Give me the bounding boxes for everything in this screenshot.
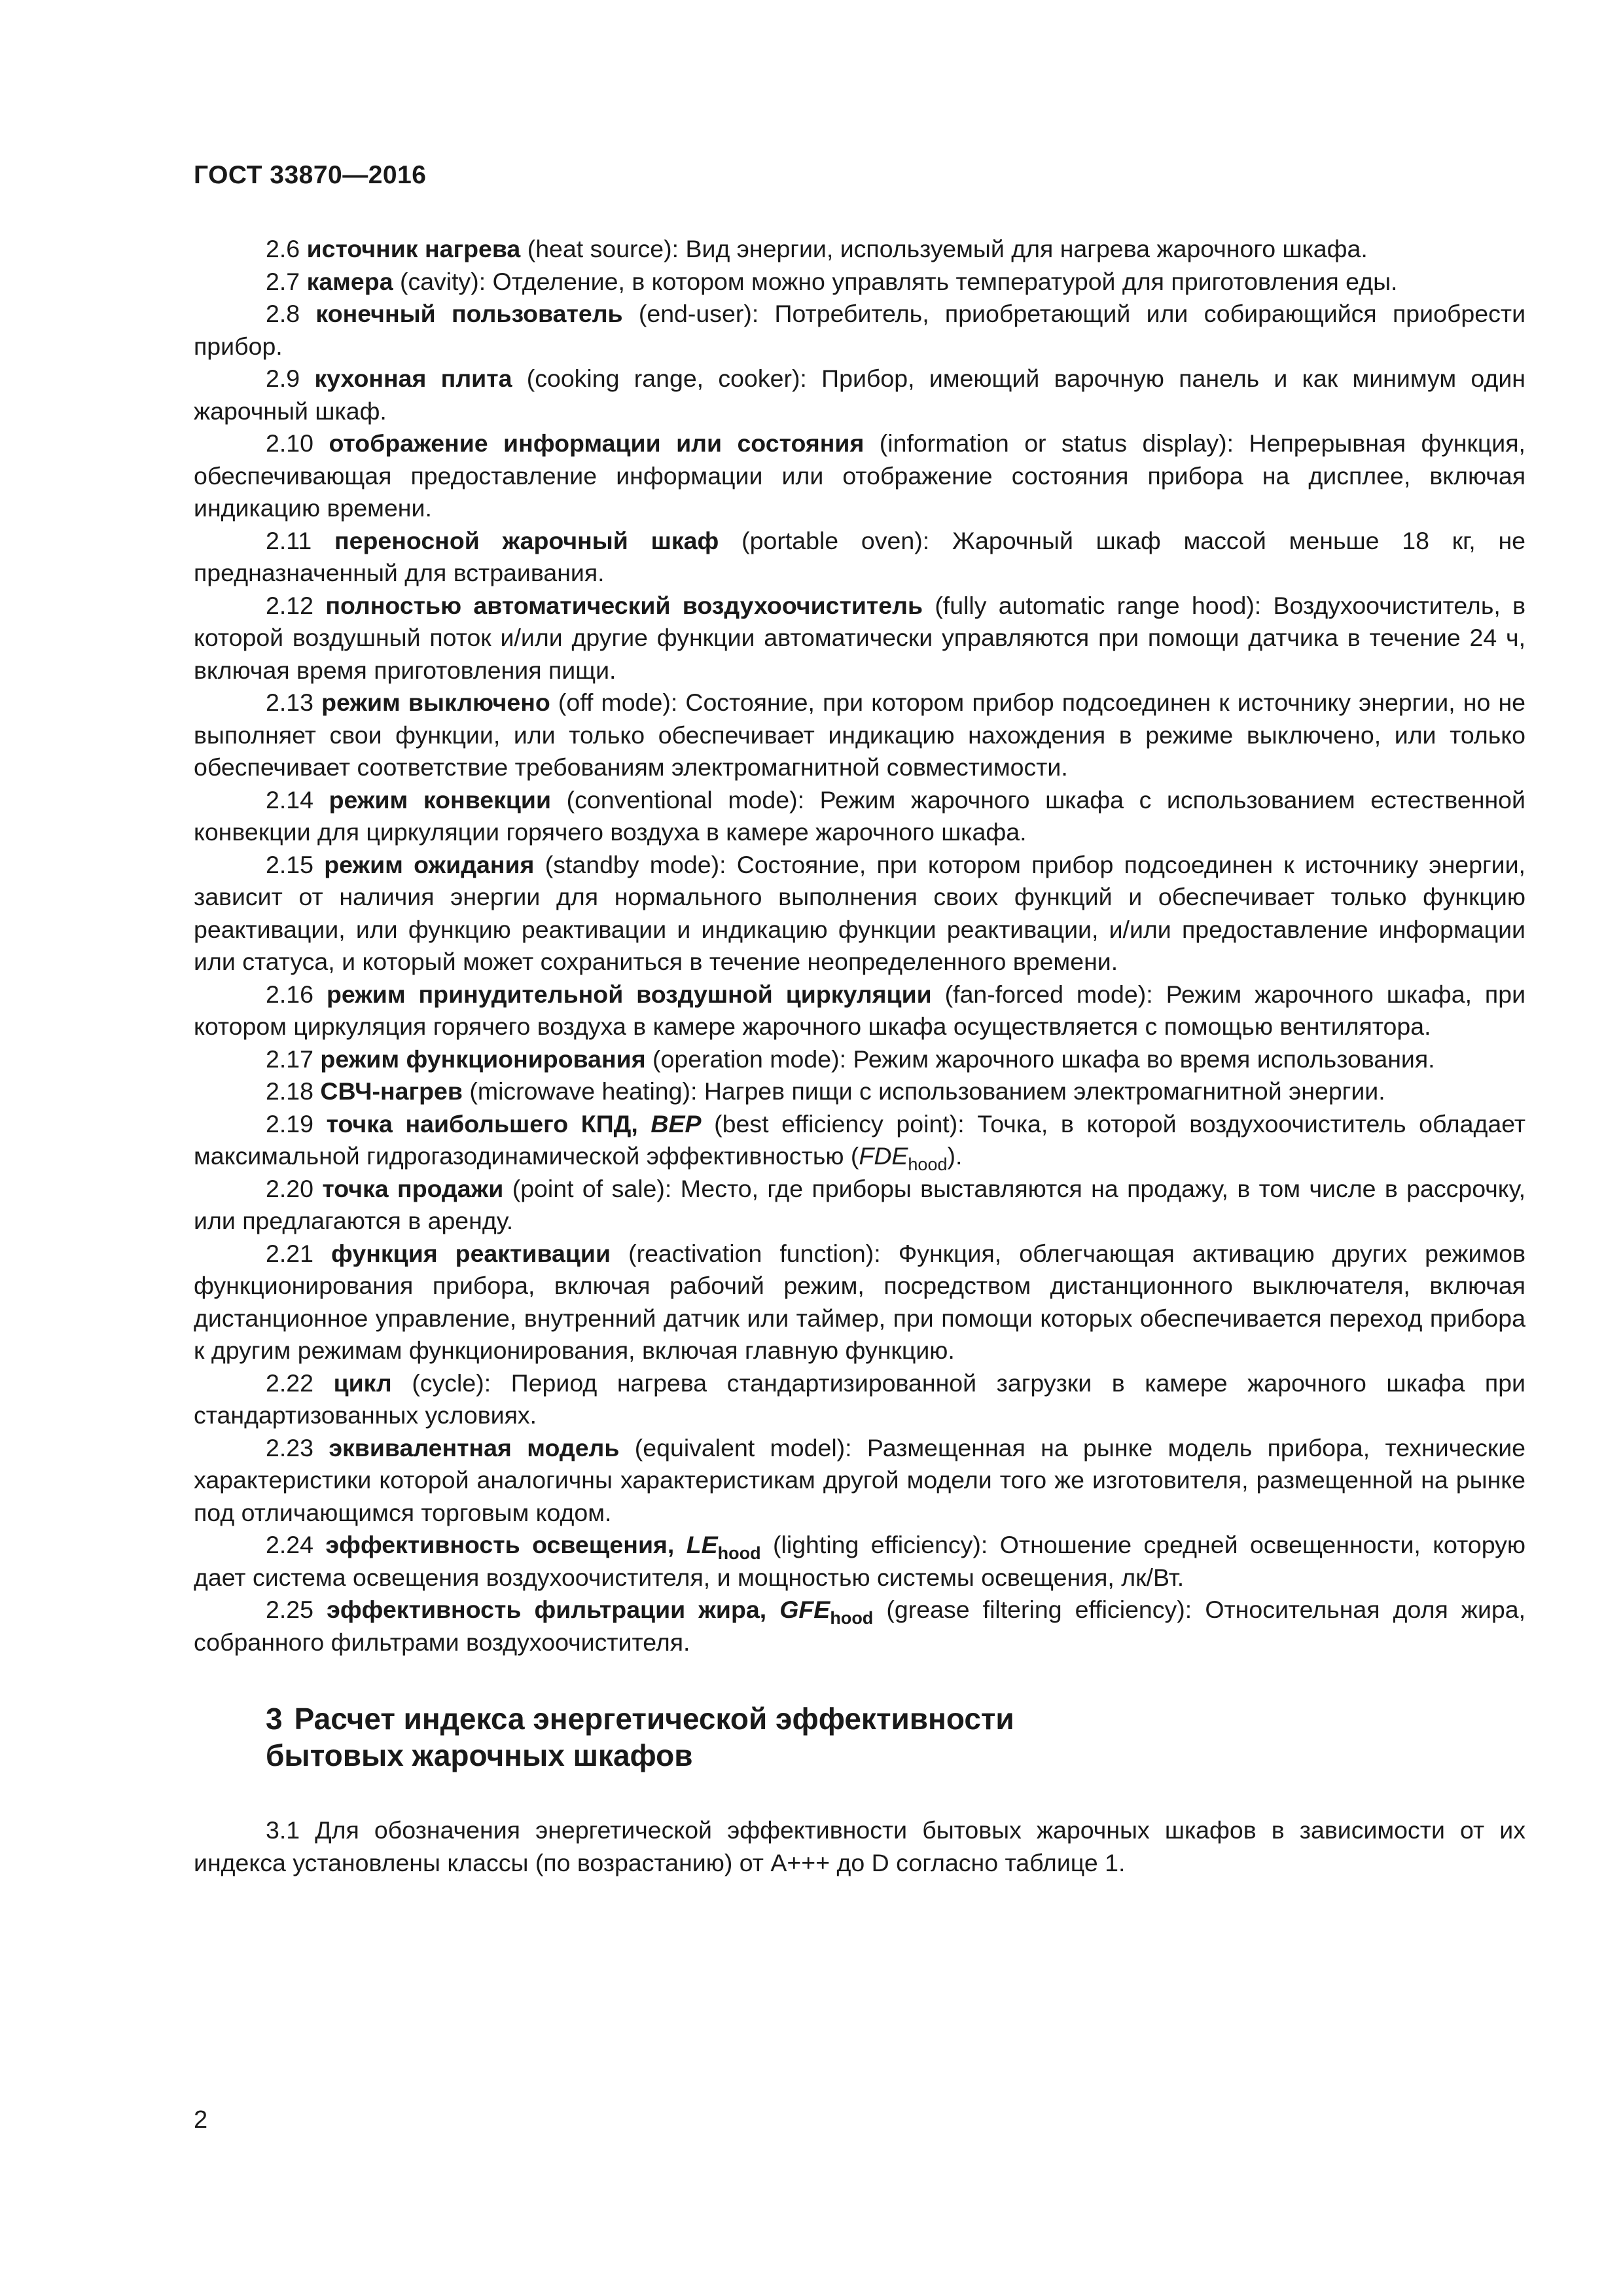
definition-item: 2.13 режим выключено (off mode): Состояние, при котором прибор подсоединен к источнику энергии, но не выполняет свои функции, или только обеспечивает индикацию нахождения в режиме выключено, или только обеспечивает соответствие требованиям электромагнитной совместимости.	[194, 689, 1526, 781]
definition-item: 2.18 СВЧ-нагрев (microwave heating): Нагрев пищи с использованием электромагнитной энергии.	[266, 1077, 1385, 1105]
variable: FDE	[859, 1142, 908, 1170]
definition-item: 2.9 кухонная плита (cooking range, cooker): Прибор, имеющий варочную панель и как минимум один жарочный шкаф.	[194, 365, 1525, 425]
term: конечный пользователь	[315, 300, 623, 327]
definition-item: 2.22 цикл (cycle): Период нагрева стандартизированной загрузки в камере жарочного шкафа при стандартизованных условиях.	[194, 1369, 1525, 1429]
page-number: 2	[194, 2106, 208, 2134]
definition-item: 2.21 функция реактивации (reactivation function): Функция, облегчающая активацию других режимов функционирования прибора, включая рабочий режим, посредством дистанционного выключателя, включая дистанционное управление, внутренний датчик или таймер, при помощи которых обеспечивается переход прибора к другим режимам функционирования, включая главную функцию.	[194, 1239, 1526, 1364]
section-number: 3	[266, 1702, 283, 1736]
section-heading	[266, 1700, 1525, 1774]
definition-item: 2.12 полностью автоматический воздухоочиститель (fully automatic range hood): Воздухоочиститель, в которой воздушный поток и/или другие функции автоматически управляются при помощи датчика в течение 24 ч, включая время приготовления пищи.	[194, 591, 1525, 684]
definition-item: 2.14 режим конвекции (conventional mode): Режим жарочного шкафа с использованием естественной конвекции для циркуляции горячего воздуха в камере жарочного шкафа.	[194, 785, 1525, 846]
definition-item: 2.24 эффективность освещения, $LE_{hood}$ (lighting efficiency): Отношение средней освещенности, которую дает система освещения воздухоочистителя, и мощностью системы освещения, лк/Вт.	[194, 1531, 1526, 1591]
term: отображение информации или состояния	[329, 429, 865, 457]
term: эффективность освещения,	[325, 1531, 675, 1558]
term: эквивалентная модель	[329, 1433, 620, 1462]
term: полностью автоматический воздухоочиститель	[325, 591, 923, 619]
term: камера	[306, 267, 393, 295]
definition-item: 2.17 режим функционирования (operation mode): Режим жарочного шкафа во время использования.	[266, 1045, 1435, 1073]
term-symbol: LE	[686, 1531, 718, 1558]
term: режим выключено	[321, 689, 550, 716]
term: режим конвекции	[329, 785, 552, 814]
section-paragraph: 3.1 Для обозначения энергетической эффективности бытовых жарочных шкафов в зависимости от их индекса установлены классы (по возрастанию) от А+++ до D согласно таблице 1.	[194, 1816, 1526, 1876]
term: режим функционирования	[320, 1045, 646, 1073]
term: точка наибольшего КПД,	[326, 1109, 638, 1138]
definition-item: 2.15 режим ожидания (standby mode): Состояние, при котором прибор подсоединен к источнику энергии, зависит от наличия энергии для нормального выполнения своих функций и обеспечивает только функцию реактивации, или функцию реактивации и индикацию функции реактивации, и/или предоставление информации или статуса, и который может сохраниться в течение неопределенного времени.	[194, 850, 1525, 975]
definition-item: 2.20 точка продажи (point of sale): Место, где приборы выставляются на продажу, в том числе в рассрочку, или предлагаются в аренду.	[194, 1174, 1526, 1234]
section-title-line2: бытовых жарочных шкафов	[266, 1738, 693, 1772]
term-symbol: GFE	[779, 1596, 830, 1623]
section-title-line1: Расчет индекса энергетической эффективности	[294, 1702, 1014, 1736]
term: режим ожидания	[324, 850, 535, 878]
term-symbol: BEP	[651, 1109, 702, 1138]
standard-code-header: ГОСТ 33870—2016	[194, 161, 427, 189]
definition-item: 2.11 переносной жарочный шкаф (portable oven): Жарочный шкаф массой меньше 18 кг, не предназначенный для встраивания.	[194, 526, 1526, 586]
term: точка продажи	[322, 1174, 504, 1202]
term: режим принудительной воздушной циркуляции	[326, 980, 932, 1008]
definition-item: 2.6 источник нагрева (heat source): Вид энергии, используемый для нагрева жарочного шкафа.	[266, 235, 1368, 262]
definition-item: 2.10 отображение информации или состояния (information or status display): Непрерывная функция, обеспечивающая предоставление информации или отображение состояния прибора на дисплее, включая индикацию времени.	[194, 429, 1525, 522]
definition-item: 2.25 эффективность фильтрации жира, $GFE_{hood}$ (grease filtering efficiency): Относительная доля жира, собранного фильтрами воздухоочистителя.	[194, 1596, 1526, 1656]
term: переносной жарочный шкаф	[334, 526, 719, 554]
definition-item: 2.7 камера (cavity): Отделение, в котором можно управлять температурой для приготовления еды.	[266, 267, 1398, 295]
definition-item: 2.8 конечный пользователь (end-user): Потребитель, приобретающий или собирающийся приобрести прибор.	[194, 300, 1526, 360]
term: эффективность фильтрации жира,	[327, 1596, 767, 1623]
term: цикл	[333, 1369, 392, 1397]
definition-item: 2.19 точка наибольшего КПД, BEP (best efficiency point): Точка, в которой воздухоочиститель обладает максимальной гидрогазодинамической эффективностью $(FDE_{hood})$.	[194, 1109, 1526, 1174]
page-content	[194, 233, 1525, 1879]
definition-item: 2.16 режим принудительной воздушной циркуляции (fan-forced mode): Режим жарочного шкафа, при котором циркуляция горячего воздуха в камере жарочного шкафа осуществляется с помощью вентилятора.	[194, 980, 1526, 1040]
term: кухонная плита	[314, 365, 512, 392]
term: функция реактивации	[331, 1239, 611, 1267]
term: СВЧ-нагрев	[320, 1077, 463, 1105]
definition-item: 2.23 эквивалентная модель (equivalent model): Размещенная на рынке модель прибора, технические характеристики которой аналогичны характеристикам другой модели того же изготовителя, размещенной на рынке под отличающимся торговым кодом.	[194, 1433, 1526, 1526]
term: источник нагрева	[306, 235, 521, 262]
